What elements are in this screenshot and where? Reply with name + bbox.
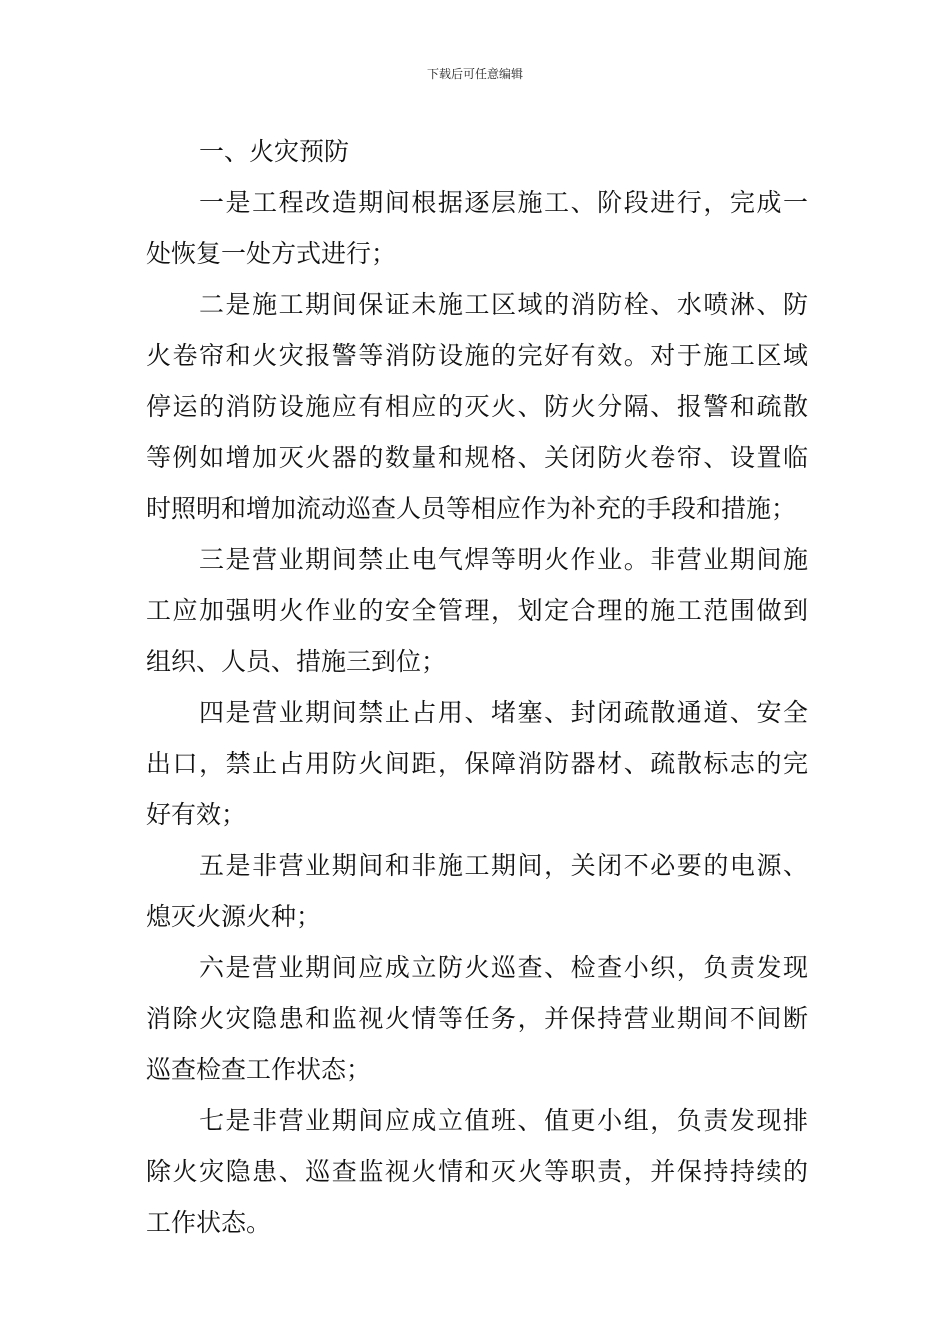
- paragraph-line: 时照明和增加流动巡查人员等相应作为补充的手段和措施；: [146, 494, 797, 523]
- paragraph-2: [146, 279, 808, 534]
- paragraph-line: 巡查检查工作状态；: [146, 1055, 372, 1084]
- page-header: 下载后可任意编辑: [426, 67, 523, 81]
- paragraph-line: 工应加强明火作业的安全管理，划定合理的施工范围做到: [146, 596, 808, 625]
- paragraph-line: 停运的消防设施应有相应的灭火、防火分隔、报警和疏散: [146, 392, 808, 421]
- paragraph-line: 四是营业期间禁止占用、堵塞、封闭疏散通道、安全: [199, 698, 808, 727]
- paragraph-line: 除火灾隐患、巡查监视火情和灭火等职责，并保持持续的: [146, 1157, 808, 1186]
- paragraph-line: 好有效；: [146, 800, 247, 829]
- paragraph-line: 等例如增加灭火器的数量和规格、关闭防火卷帘、设置临: [146, 443, 808, 472]
- document-body: [146, 126, 808, 1248]
- paragraph-6: [146, 942, 808, 1095]
- paragraph-3: [146, 534, 808, 687]
- paragraph-line: 出口，禁止占用防火间距，保障消防器材、疏散标志的完: [146, 749, 808, 778]
- paragraph-line: 二是施工期间保证未施工区域的消防栓、水喷淋、防: [199, 290, 808, 319]
- paragraph-line: 熄灭火源火种；: [146, 902, 322, 931]
- paragraph-1: [146, 177, 808, 279]
- paragraph-line: 七是非营业期间应成立值班、值更小组，负责发现排: [199, 1106, 808, 1135]
- paragraph-line: 五是非营业期间和非施工期间，关闭不必要的电源、: [199, 851, 808, 880]
- paragraph-5: [146, 840, 808, 942]
- paragraph-4: [146, 687, 808, 840]
- paragraph-7: [146, 1095, 808, 1248]
- paragraph-line: 六是营业期间应成立防火巡查、检查小织，负责发现: [199, 953, 808, 982]
- paragraph-line: 消除火灾隐患和监视火情等任务，并保持营业期间不间断: [146, 1004, 808, 1033]
- section-heading: 一、火灾预防: [199, 137, 350, 166]
- paragraph-line: 工作状态。: [146, 1208, 272, 1237]
- paragraph-line: 火卷帘和火灾报警等消防设施的完好有效。对于施工区域: [146, 341, 808, 370]
- paragraph-line: 处恢复一处方式进行；: [146, 239, 397, 268]
- paragraph-line: 一是工程改造期间根据逐层施工、阶段进行，完成一: [199, 188, 808, 217]
- paragraph-line: 三是营业期间禁止电气焊等明火作业。非营业期间施: [199, 545, 808, 574]
- paragraph-line: 组织、人员、措施三到位；: [146, 647, 447, 676]
